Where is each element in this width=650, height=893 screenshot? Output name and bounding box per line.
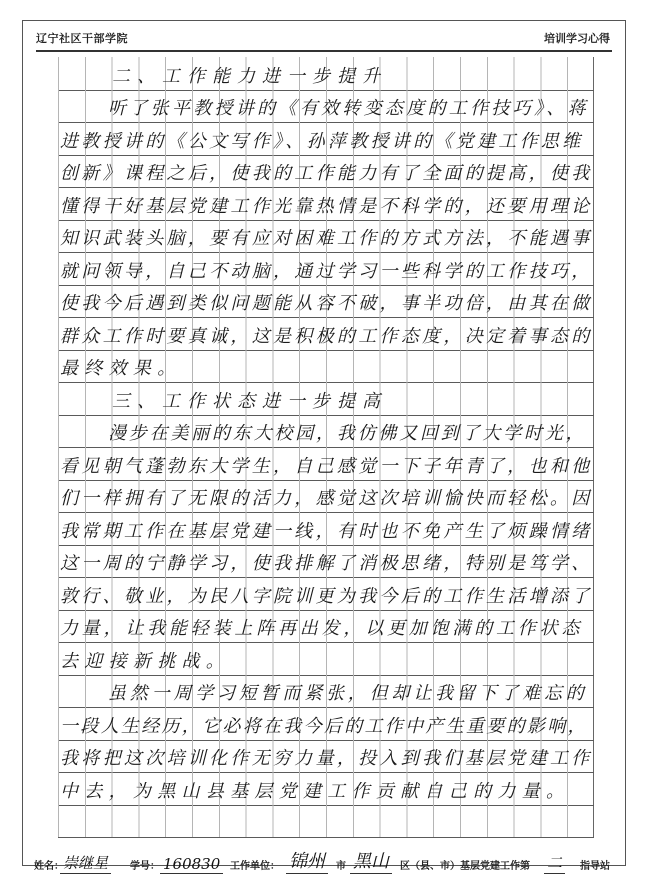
handwritten-line: 敦行、敬业，为民八字院训更为我今后的工作生活增添了: [60, 585, 593, 607]
grid-row: [58, 512, 594, 546]
handwritten-line: 们一样拥有了无限的活力，感觉这次培训愉快而轻松。因: [60, 488, 593, 509]
handwritten-line: 这一周的宁静学习，使我排解了消极思绪，特别是笃学、: [60, 553, 593, 574]
grid-row: [58, 577, 594, 611]
grid-row: [58, 317, 594, 351]
grid-row: [58, 220, 594, 254]
handwritten-line: 最终效果。: [60, 358, 182, 379]
handwritten-line: 知识武装头脑，要有应对困难工作的方式方法，不能遇事: [60, 228, 593, 249]
grid-row: [58, 805, 594, 839]
grid-row: [58, 155, 594, 189]
grid-row: [58, 187, 594, 221]
grid-row: [58, 252, 594, 286]
grid-row: [58, 480, 594, 514]
name-label: 姓名：: [34, 861, 64, 872]
handwritten-line: 听了张平教授讲的《有效转变态度的工作技巧》、蒋: [108, 98, 589, 119]
grid-row: [58, 610, 594, 644]
id-value: 160830: [160, 855, 223, 874]
handwritten-line: 去迎接新挑战。: [60, 650, 231, 672]
writing-grid: [58, 57, 594, 837]
grid-row: [58, 545, 594, 579]
grid-row: [58, 772, 594, 806]
grid-row: [58, 90, 594, 124]
handwritten-line: 虽然一周学习短暂而紧张，但却让我留下了难忘的: [108, 683, 588, 704]
handwritten-line: 我常期工作在基层党建一线，有时也不免产生了烦躁情绪: [60, 520, 593, 542]
handwritten-line: 中去，为黑山县基层党建工作贡献自己的力量。: [60, 780, 571, 802]
grid-row: [58, 740, 594, 774]
section-heading: 三、工作状态进一步提高: [112, 390, 387, 412]
grid-row: [58, 57, 594, 91]
name-value: 崇继星: [60, 852, 111, 874]
handwritten-line: 进教授讲的《公文写作》、孙萍教授讲的《党建工作思维: [60, 130, 584, 152]
handwritten-line: 就问领导，自己不动脑，通过学习一些科学的工作技巧，: [60, 260, 593, 282]
grid-row: [58, 642, 594, 676]
header-rule: [36, 50, 612, 52]
unit-label: 工作单位：: [230, 861, 280, 872]
station-label: 指导站: [580, 861, 610, 872]
unit-county: 黑山: [350, 847, 392, 874]
grid-row: [58, 415, 594, 449]
document-type: 培训学习心得: [544, 32, 610, 45]
footer: [34, 848, 616, 878]
grid-row: [58, 675, 594, 709]
handwritten-line: 群众工作时要真诚，这是积极的工作态度，决定着事态的: [60, 325, 593, 347]
handwritten-line: 力量，让我能轻装上阵再出发，以更加饱满的工作状态: [60, 618, 584, 639]
handwritten-line: 一段人生经历，它必将在我今后的工作中产生重要的影响，: [60, 715, 588, 737]
grid-row: [58, 350, 594, 384]
handwritten-line: 使我今后遇到类似问题能从容不破，事半功倍，由其在做: [60, 293, 593, 314]
handwritten-line: 懂得干好基层党建工作光靠热情是不科学的，还要用理论: [60, 195, 593, 217]
grid-row: [58, 707, 594, 741]
unit-city: 锦州: [286, 847, 328, 874]
grid-row: [58, 122, 594, 156]
handwritten-line: 创新》课程之后，使我的工作能力有了全面的提高，使我: [60, 163, 593, 184]
grid-row: [58, 285, 594, 319]
school-name: 辽宁社区干部学院: [36, 32, 128, 45]
grid-row: [58, 447, 594, 481]
footer-tail-label: 区（县、市）基层党建工作第: [400, 861, 530, 872]
section-heading: 二、工作能力进一步提升: [112, 65, 387, 87]
grid-row: [58, 382, 594, 416]
id-label: 学号：: [130, 861, 160, 872]
station-number: 二: [544, 852, 565, 874]
handwritten-line: 看见朝气蓬勃东大学生，自己感觉一下子年青了，也和他: [60, 455, 593, 477]
handwritten-line: 漫步在美丽的东大校园，我仿佛又回到了大学时光，: [108, 423, 587, 444]
handwritten-line: 我将把这次培训化作无穷力量，投入到我们基层党建工作: [60, 748, 593, 769]
city-label: 市: [336, 861, 346, 872]
